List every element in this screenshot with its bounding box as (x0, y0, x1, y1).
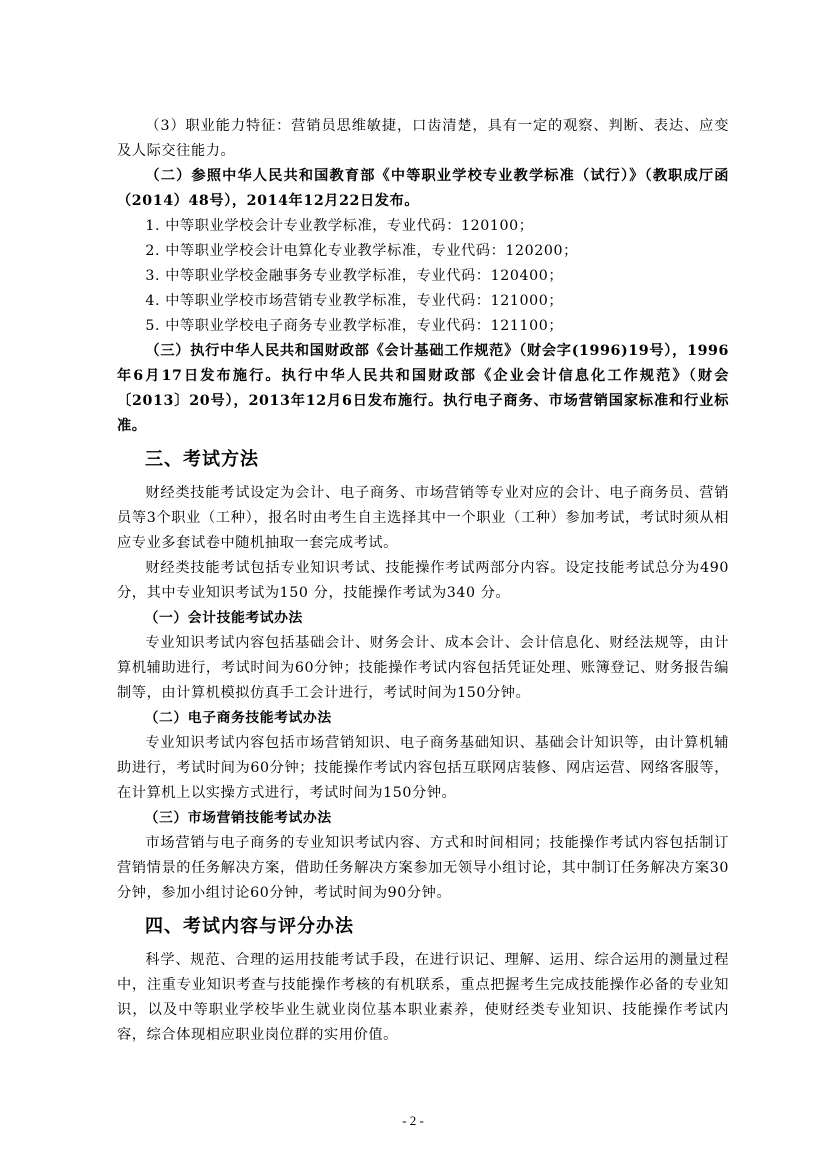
section-3-item: （三）执行中华人民共和国财政部《会计基础工作规范》（财会字(1996)19号），1996年6月17日发布施行。执行中华人民共和国财政部《企业会计信息化工作规范》（财会〔2013〕20号），2013年12月6日发布施行。执行电子商务、市场营销国家标准和行业标准。 (117, 343, 729, 434)
method-paragraph-1: 财经类技能考试设定为会计、电子商务、市场营销等专业对应的会计、电子商务员、营销员等3个职业（工种），报名时由考生自主选择其中一个职业（工种）参加考试，考试时须从相应专业多套试卷中随机抽取一套完成考试。 (117, 485, 729, 551)
standard-item: 2. 中等职业学校会计电算化专业教学标准，专业代码：120200； (145, 243, 578, 259)
accounting-paragraph: 专业知识考试内容包括基础会计、财务会计、成本会计、会计信息化、财经法规等，由计算机辅助进行，考试时间为60分钟；技能操作考试内容包括凭证处理、账簿登记、财务报告编制等，由计算机模拟仿真手工会计进行，考试时间为150分钟。 (117, 635, 729, 701)
marketing-paragraph: 市场营销与电子商务的专业知识考试内容、方式和时间相同；技能操作考试内容包括制订营销情景的任务解决方案，借助任务解决方案参加无领导小组讨论，其中制订任务解决方案30分钟，参加小组讨论60分钟，考试时间为90分钟。 (117, 835, 729, 901)
standard-item: 1. 中等职业学校会计专业教学标准，专业代码：120100； (145, 218, 534, 234)
accounting-subheading: （一）会计技能考试办法 (144, 610, 303, 626)
method-paragraph-2: 财经类技能考试包括专业知识考试、技能操作考试两部分内容。设定技能考试总分为490 分，其中专业知识考试为150 分，技能操作考试为340 分。 (117, 560, 729, 601)
section-2-heading: （二）参照中华人民共和国教育部《中等职业学校专业教学标准（试行）》（教职成厅函（2014）48号），2014年12月22日发布。 (117, 168, 729, 209)
page-number: - 2 - (402, 1113, 424, 1128)
standard-item: 3. 中等职业学校金融事务专业教学标准，专业代码：120400； (145, 268, 564, 284)
ecommerce-subheading: （二）电子商务技能考试办法 (144, 710, 332, 726)
content-paragraph: 科学、规范、合理的运用技能考试手段，在进行识记、理解、运用、综合运用的测量过程中，注重专业知识考查与技能操作考核的有机联系，重点把握考生完成技能操作必备的专业知识，以及中等职业学校毕业生就业岗位基本职业素养，使财经类专业知识、技能操作考试内容，综合体现相应职业岗位群的实用价值。 (117, 952, 729, 1043)
exam-method-heading: 三、考试方法 (145, 449, 259, 470)
exam-content-heading: 四、考试内容与评分办法 (145, 916, 354, 937)
ability-paragraph: （3）职业能力特征：营销员思维敏捷，口齿清楚，具有一定的观察、判断、表达、应变及人际交往能力。 (117, 118, 729, 159)
standard-item: 4. 中等职业学校市场营销专业教学标准，专业代码：121000； (145, 293, 564, 309)
document-page (117, 114, 729, 1048)
ecommerce-paragraph: 专业知识考试内容包括市场营销知识、电子商务基础知识、基础会计知识等，由计算机辅助进行，考试时间为60分钟；技能操作考试内容包括互联网店装修、网店运营、网络客服等，在计算机上以实操方式进行，考试时间为150分钟。 (117, 735, 729, 801)
standards-list (117, 214, 729, 339)
marketing-subheading: （三）市场营销技能考试办法 (144, 810, 332, 826)
standard-item: 5. 中等职业学校电子商务专业教学标准，专业代码：121100； (145, 318, 564, 334)
